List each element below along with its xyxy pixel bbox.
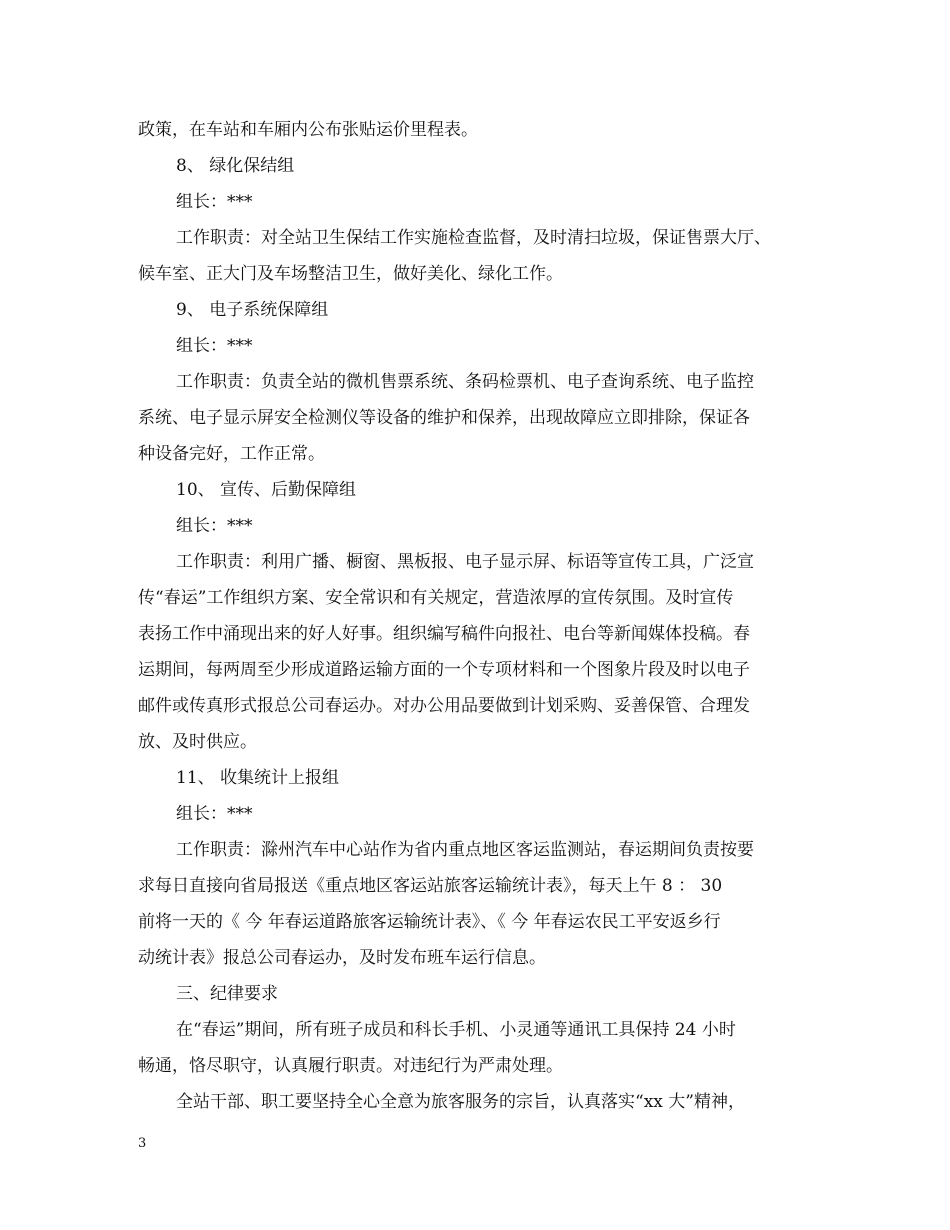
group-leader: 组长：*** bbox=[176, 804, 253, 824]
text-line: 运期间，每两周至少形成道路运输方面的一个专项材料和一个图象片段及时以电子 bbox=[138, 660, 750, 680]
text-line: 在“春运”期间，所有班子成员和科长手机、小灵通等通讯工具保持 24 小时 bbox=[176, 1020, 736, 1040]
page-number: 3 bbox=[138, 1136, 147, 1151]
group-leader: 组长：*** bbox=[176, 516, 253, 536]
text-line: 全站干部、职工要坚持全心全意为旅客服务的宗旨，认真落实“xx 大”精神， bbox=[176, 1092, 745, 1112]
text-line: 工作职责：滁州汽车中心站作为省内重点地区客运监测站，春运期间负责按要 bbox=[176, 840, 754, 860]
text-line: 候车室、正大门及车场整洁卫生，做好美化、绿化工作。 bbox=[138, 264, 563, 284]
text-line: 畅通，恪尽职守，认真履行职责。对违纪行为严肃处理。 bbox=[138, 1056, 563, 1076]
section-heading: 10、 宣传、后勤保障组 bbox=[176, 480, 357, 500]
text-line: 表扬工作中涌现出来的好人好事。组织编写稿件向报社、电台等新闻媒体投稿。春 bbox=[138, 624, 750, 644]
section-heading: 三、纪律要求 bbox=[176, 984, 278, 1004]
text-line: 传“春运”工作组织方案、安全常识和有关规定，营造浓厚的宣传氛围。及时宣传 bbox=[138, 588, 734, 608]
section-heading: 11、 收集统计上报组 bbox=[176, 768, 340, 788]
text-line: 系统、电子显示屏安全检测仪等设备的维护和保养，出现故障应立即排除，保证各 bbox=[138, 408, 750, 428]
text-line: 邮件或传真形式报总公司春运办。对办公用品要做到计划采购、妥善保管、合理发 bbox=[138, 696, 750, 716]
text-line: 工作职责：对全站卫生保结工作实施检查监督，及时清扫垃圾，保证售票大厅、 bbox=[176, 228, 771, 248]
text-line: 政策，在车站和车厢内公布张贴运价里程表。 bbox=[138, 120, 478, 140]
group-leader: 组长：*** bbox=[176, 336, 253, 356]
section-heading: 8、 绿化保结组 bbox=[176, 156, 295, 176]
document-body bbox=[138, 112, 828, 1120]
section-heading: 9、 电子系统保障组 bbox=[176, 300, 329, 320]
text-line: 工作职责：负责全站的微机售票系统、条码检票机、电子查询系统、电子监控 bbox=[176, 372, 754, 392]
text-line: 求每日直接向省局报送《重点地区客运站旅客运输统计表》，每天上午 8 ： 30 bbox=[138, 876, 723, 896]
text-line: 种设备完好，工作正常。 bbox=[138, 444, 325, 464]
group-leader: 组长：*** bbox=[176, 192, 253, 212]
text-line: 动统计表》报总公司春运办，及时发布班车运行信息。 bbox=[138, 948, 546, 968]
text-line: 放、及时供应。 bbox=[138, 732, 257, 752]
text-line: 工作职责：利用广播、橱窗、黑板报、电子显示屏、标语等宣传工具，广泛宣 bbox=[176, 552, 754, 572]
text-line: 前将一天的《 今 年春运道路旅客运输统计表》、《 今 年春运农民工平安返乡行 bbox=[138, 912, 721, 932]
